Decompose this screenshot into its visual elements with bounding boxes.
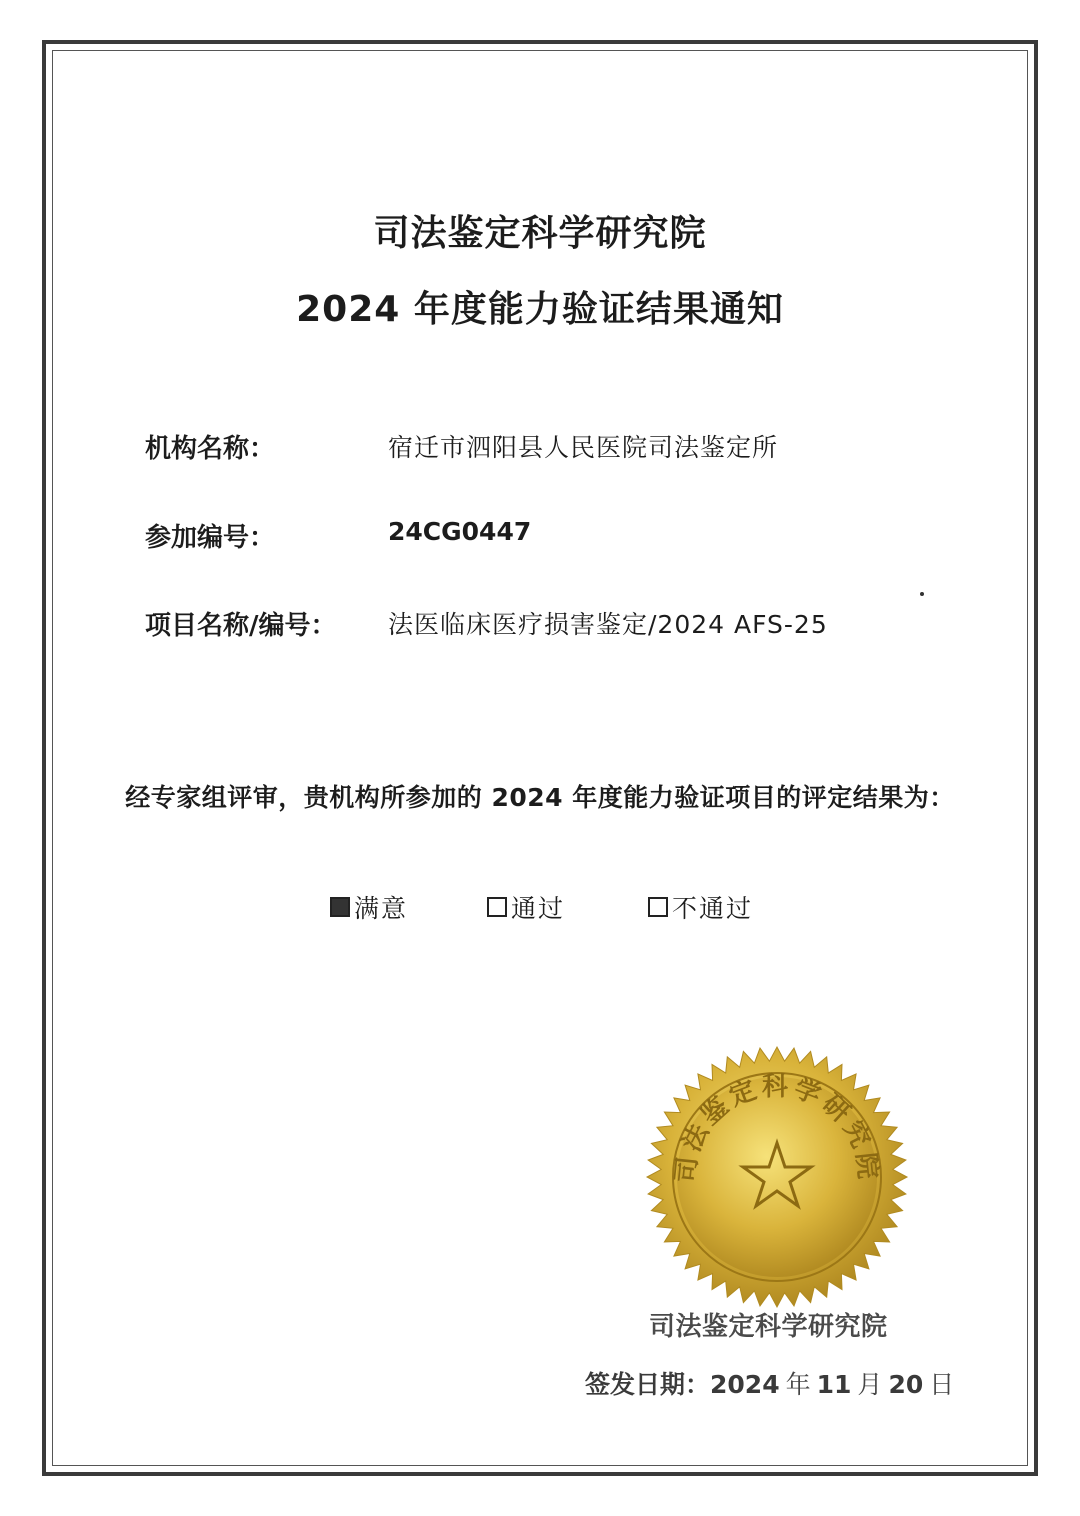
issue-month: 11 (816, 1370, 852, 1399)
result-option-fail (648, 890, 753, 924)
document-title-notice: 2024 年度能力验证结果通知 (296, 289, 784, 330)
result-option-satisfactory (330, 890, 408, 924)
issue-date-label: 签发日期： (585, 1370, 711, 1399)
project-label: 项目名称/编号： (145, 611, 337, 641)
project-value: 法医临床医疗损害鉴定/2024 AFS-25 (388, 610, 828, 639)
issue-date (585, 1365, 960, 1401)
institution-value: 宿迁市泗阳县人民医院司法鉴定所 (388, 433, 779, 462)
seal-text: 司法鉴定科学研究院 (671, 1072, 883, 1185)
result-option-pass (487, 890, 565, 924)
result-option-label: 通过 (511, 894, 566, 923)
checkbox-icon (487, 897, 507, 917)
checkbox-icon (330, 897, 350, 917)
participant-id-label: 参加编号： (145, 523, 276, 553)
issue-year: 2024 (710, 1370, 780, 1399)
issue-year-unit: 年 (785, 1370, 811, 1399)
issue-day: 20 (888, 1370, 924, 1399)
issue-day-unit: 日 (929, 1370, 955, 1399)
checkbox-icon (648, 897, 668, 917)
scan-speck (920, 592, 924, 596)
participant-id-value: 24CG0447 (388, 517, 532, 546)
issue-month-unit: 月 (857, 1370, 883, 1399)
gold-seal-icon (645, 1045, 909, 1309)
institution-label: 机构名称： (145, 434, 276, 464)
result-option-label: 不通过 (672, 894, 754, 923)
evaluation-statement: 经专家组评审，贵机构所参加的 2024 年度能力验证项目的评定结果为： (125, 783, 955, 812)
document-title-org: 司法鉴定科学研究院 (373, 213, 707, 254)
result-option-label: 满意 (354, 894, 409, 923)
issuer-name: 司法鉴定科学研究院 (649, 1312, 888, 1342)
